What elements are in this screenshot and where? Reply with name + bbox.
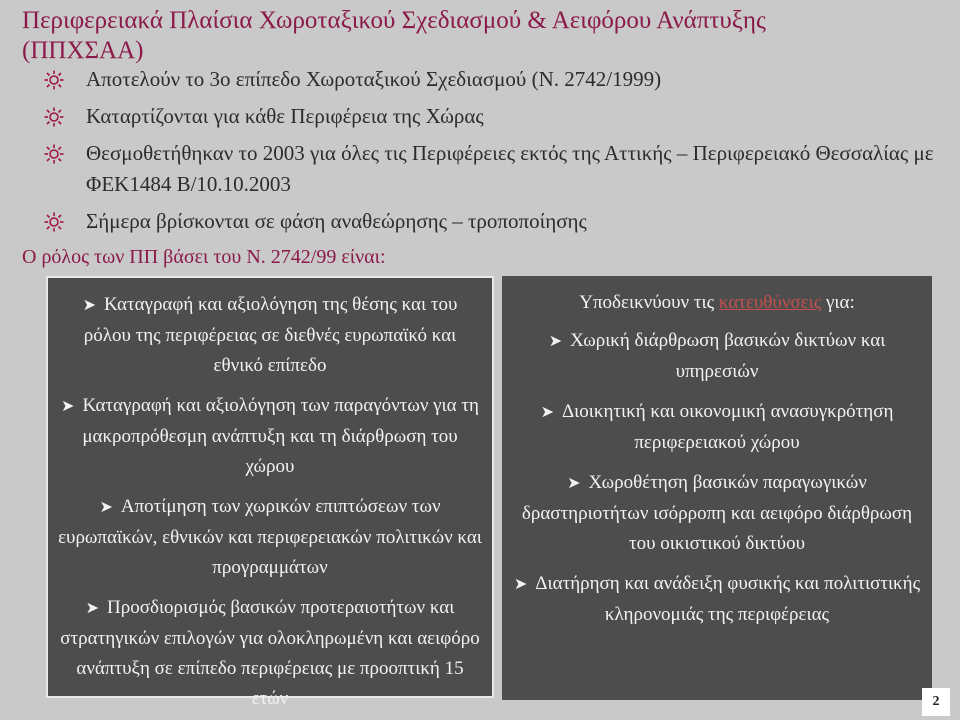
role-subheading: Ο ρόλος των ΠΠ βάσει του Ν. 2742/99 είναι: xyxy=(22,246,386,268)
left-panel-item: ➤ Καταγραφή και αξιολόγηση των παραγόντων για τη μακροπρόθεσμη ανάπτυξη και τη διάρθρωση του χώρου xyxy=(58,391,482,482)
arrowhead-icon: ➤ xyxy=(567,475,581,492)
right-panel xyxy=(502,276,932,700)
right-panel-item: ➤ Χωρική διάρθρωση βασικών δικτύων και υπηρεσιών xyxy=(510,326,924,387)
title-line-1: Περιφερειακά Πλαίσια Χωροταξικού Σχεδιασμού & Αειφόρου Ανάπτυξης xyxy=(22,7,766,34)
right-panel-item: ➤ Χωροθέτηση βασικών παραγωγικών δραστηριοτήτων ισόρροπη και αειφόρο διάρθρωση του οικιστικού δικτύου xyxy=(510,468,924,559)
left-panel-item: ➤ Καταγραφή και αξιολόγηση της θέσης και του ρόλου της περιφέρειας σε διεθνές ευρωπαϊκό και εθνικό επίπεδο xyxy=(58,290,482,381)
bullet-text: Σήμερα βρίσκονται σε φάση αναθεώρησης – τροποποίησης xyxy=(86,209,587,233)
arrowhead-icon: ➤ xyxy=(548,333,563,350)
bullet-item xyxy=(44,101,934,132)
arrowhead-icon: ➤ xyxy=(61,398,75,415)
arrowhead-icon: ➤ xyxy=(513,576,528,593)
bullet-item xyxy=(44,138,934,200)
sun-icon xyxy=(44,144,64,164)
bullet-text: Θεσμοθετήθηκαν το 2003 για όλες τις Περιφέρειες εκτός της Αττικής – Περιφερειακό Θεσσαλίας με ΦΕΚ1484 Β/10.10.2003 xyxy=(86,141,934,196)
left-panel-item: ➤ Προσδιορισμός βασικών προτεραιοτήτων και στρατηγικών επιλογών για ολοκληρωμένη και αειφόρο ανάπτυξη σε επίπεδο περιφέρειας με προοπτική 15 ετών xyxy=(58,593,482,714)
right-panel-item: ➤ Διατήρηση και ανάδειξη φυσικής και πολιτιστικής κληρονομιάς της περιφέρειας xyxy=(510,569,924,630)
bullet-item xyxy=(44,64,934,95)
bullet-text: Καταρτίζονται για κάθε Περιφέρεια της Χώρας xyxy=(86,104,484,128)
right-panel-item: ➤ Διοικητική και οικονομική ανασυγκρότηση περιφερειακού χώρου xyxy=(510,397,924,458)
arrowhead-icon: ➤ xyxy=(99,499,113,516)
directions-link[interactable]: κατευθύνσεις xyxy=(718,292,822,313)
bullet-item xyxy=(44,206,934,237)
bullet-text: Αποτελούν το 3ο επίπεδο Χωροταξικού Σχεδιασμού (Ν. 2742/1999) xyxy=(86,67,662,91)
slide-title xyxy=(22,6,922,66)
right-panel-heading: Υποδεικνύουν τις κατευθύνσεις για: xyxy=(579,292,855,313)
arrowhead-icon: ➤ xyxy=(540,404,554,421)
sun-icon xyxy=(44,70,64,90)
arrowhead-icon: ➤ xyxy=(82,297,96,314)
arrowhead-icon: ➤ xyxy=(85,600,100,617)
sun-icon xyxy=(44,212,64,232)
bullet-list xyxy=(44,64,934,243)
page-number: 2 xyxy=(922,688,950,716)
title-line-2: (ΠΠΧΣΑΑ) xyxy=(22,37,144,64)
sun-icon xyxy=(44,107,64,127)
left-panel-item: ➤ Αποτίμηση των χωρικών επιπτώσεων των ευρωπαϊκών, εθνικών και περιφερειακών πολιτικών και προγραμμάτων xyxy=(58,492,482,583)
left-panel xyxy=(46,276,494,709)
